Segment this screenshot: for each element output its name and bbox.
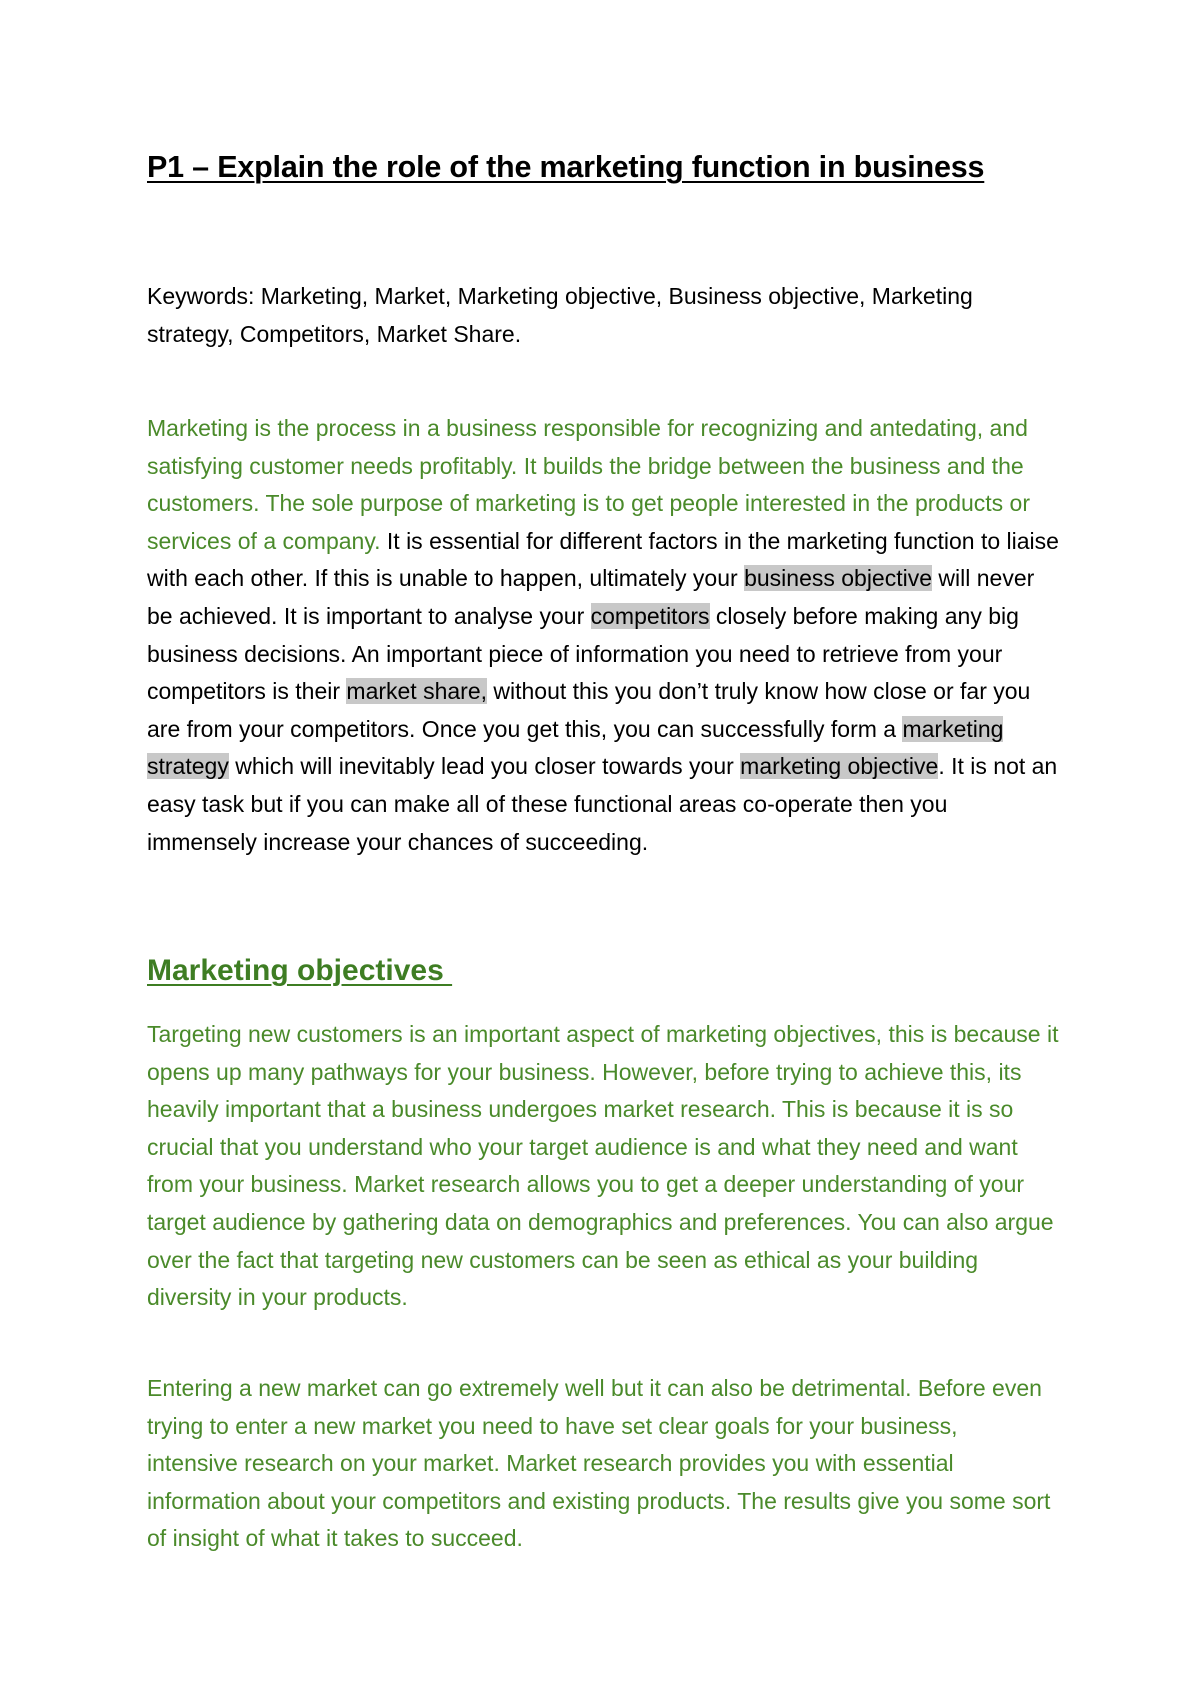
section-heading-marketing-objectives: Marketing objectives	[147, 954, 453, 987]
highlight-market-share: market share,	[346, 678, 488, 705]
intro-text-3: closely before making any big business decisions. An important piece of information you need to retrieve from your competitors is their	[147, 602, 1019, 705]
objectives-paragraph-1: Targeting new customers is an important aspect of marketing objectives, this is because it opens up many pathways for your business. However, before trying to achieve this, its heavily important that a business undergoes market research. This is because it is so crucial that you understand who your target audience is and what they need and want from your business. Market research allows you to get a deeper understanding of your target audience by gathering data on demographics and preferences. You can also argue over the fact that targeting new customers can be seen as ethical as your building diversity in your products.	[147, 1021, 1059, 1311]
intro-paragraph	[147, 410, 1062, 861]
highlight-marketing-strategy: marketing strategy	[147, 715, 1004, 780]
intro-text-5: which will inevitably lead you closer towards your	[228, 753, 741, 780]
highlight-competitors: competitors	[590, 602, 710, 629]
intro-text-6: . It is not an easy task but if you can make all of these functional areas co-operate then you immensely increase your chances of succeeding.	[147, 753, 1058, 855]
keywords-paragraph: Keywords: Marketing, Market, Marketing objective, Business objective, Marketing strategy, Competitors, Market Share.	[147, 283, 973, 347]
intro-text-1: It is essential for different factors in the marketing function to liaise with each other. If this is unable to happen, ultimately your	[147, 527, 1059, 592]
intro-text-4: without this you don’t truly know how close or far you are from your competitors. Once you get this, you can successfully form a	[147, 678, 1031, 742]
page-title: P1 – Explain the role of the marketing function in business	[147, 150, 985, 184]
intro-text-2: will never be achieved. It is important to analyse your	[147, 565, 1035, 629]
objectives-paragraph-2: Entering a new market can go extremely well but it can also be detrimental. Before even trying to enter a new market you need to have set clear goals for your business, intensive research on your market. Market research provides you with essential information about your competitors and existing products. The results give you some sort of insight of what it takes to succeed.	[147, 1375, 1051, 1552]
intro-green-text: Marketing is the process in a business responsible for recognizing and antedating, and satisfying customer needs profitably. It builds the bridge between the business and the customers. The sole purpose of marketing is to get people interested in the products or services of a company.	[147, 415, 1031, 554]
highlight-business-objective: business objective	[744, 565, 933, 592]
highlight-marketing-objective: marketing objective	[740, 753, 939, 780]
